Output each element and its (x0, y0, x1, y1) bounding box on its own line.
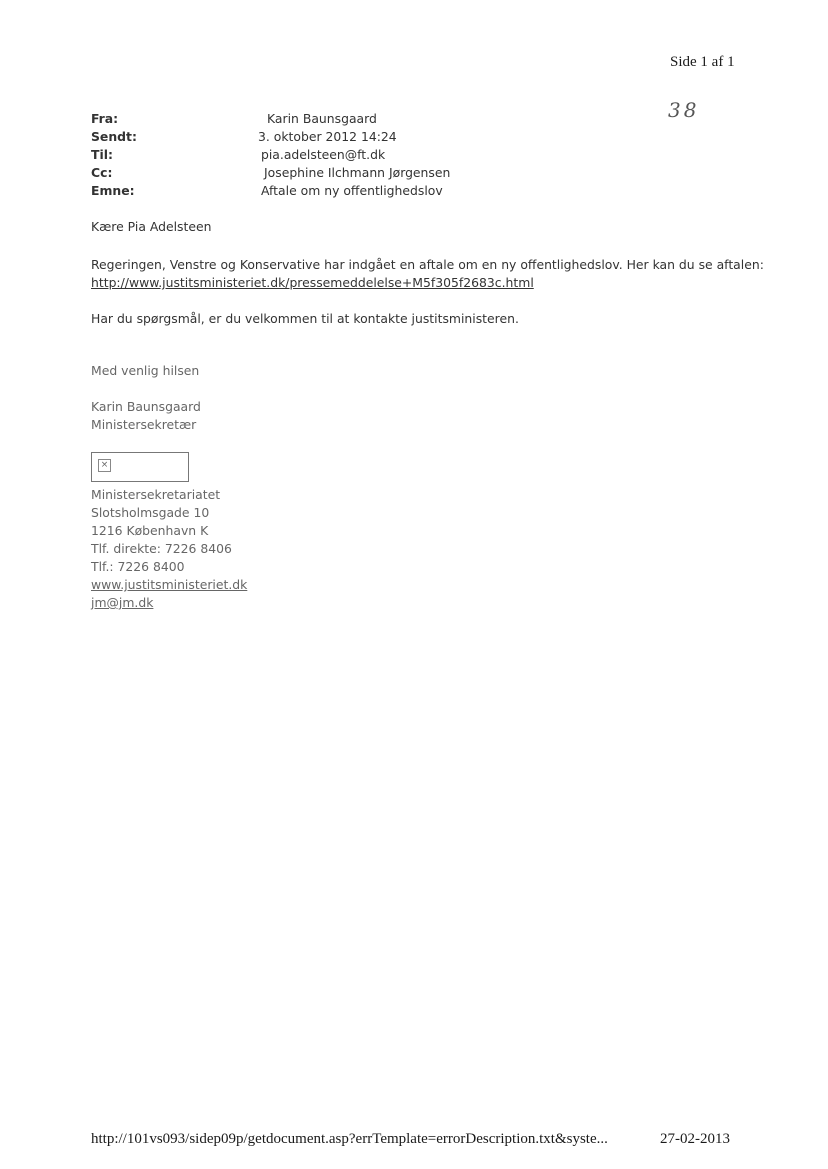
agreement-link[interactable]: http://www.justitsministeriet.dk/pressemeddelelse+M5f305f2683c.html (91, 275, 534, 290)
header-row-to (91, 146, 450, 164)
header-value: pia.adelsteen@ft.dk (261, 147, 386, 162)
signature-name: Karin Baunsgaard (91, 399, 201, 414)
header-label: Til: (91, 147, 113, 162)
header-label: Fra: (91, 111, 119, 126)
header-value: Josephine Ilchmann Jørgensen (264, 165, 451, 180)
signature-title: Ministersekretær (91, 417, 197, 432)
paragraph-questions: Har du spørgsmål, er du velkommen til at kontakte justitsministeren. (91, 311, 519, 326)
signature (91, 398, 201, 434)
paragraph-agreement (91, 256, 771, 292)
contact-city: 1216 København K (91, 523, 209, 538)
logo-image-placeholder (91, 452, 189, 482)
page-number: Side 1 af 1 (670, 54, 735, 70)
header-value: 3. oktober 2012 14:24 (258, 129, 397, 144)
email-link[interactable]: jm@jm.dk (91, 595, 154, 610)
header-row-sent (91, 128, 450, 146)
header-label: Sendt: (91, 129, 137, 144)
header-label: Cc: (91, 165, 113, 180)
header-row-cc (91, 164, 450, 182)
header-label: Emne: (91, 183, 135, 198)
broken-image-icon: × (98, 459, 111, 472)
handwritten-page-mark: 38 (668, 98, 700, 122)
header-row-subject (91, 182, 450, 200)
contact-org: Ministersekretariatet (91, 487, 221, 502)
header-row-from (91, 110, 450, 128)
contact-phone: Tlf.: 7226 8400 (91, 559, 185, 574)
footer-url: http://101vs093/sidep09p/getdocument.asp?errTemplate=errorDescription.txt&syste... (91, 1131, 608, 1147)
paragraph-text: Regeringen, Venstre og Konservative har indgået en aftale om en ny offentlighedslov. Her kan du se aftalen: (91, 257, 764, 272)
closing: Med venlig hilsen (91, 363, 200, 378)
contact-street: Slotsholmsgade 10 (91, 505, 210, 520)
header-value: Karin Baunsgaard (267, 111, 377, 126)
footer-date: 27-02-2013 (660, 1131, 730, 1147)
contact-phone-direct: Tlf. direkte: 7226 8406 (91, 541, 232, 556)
website-link[interactable]: www.justitsministeriet.dk (91, 577, 248, 592)
email-header (91, 110, 450, 200)
contact-block (91, 486, 247, 612)
header-value: Aftale om ny offentlighedslov (261, 183, 443, 198)
greeting: Kære Pia Adelsteen (91, 219, 212, 234)
